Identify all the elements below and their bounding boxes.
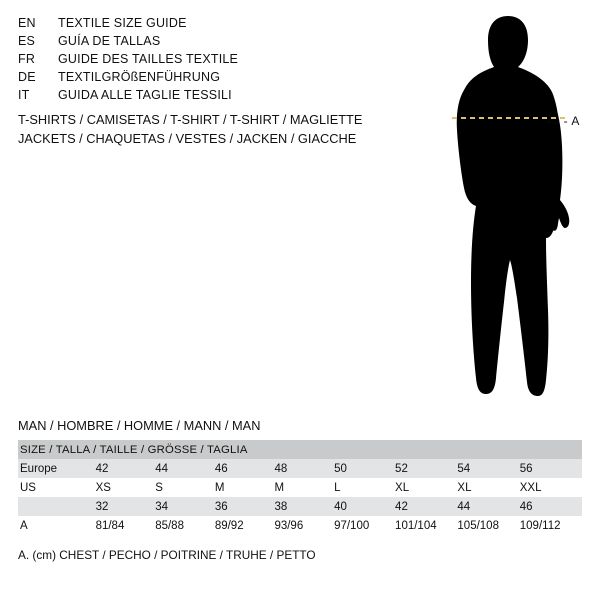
table-row <box>18 478 582 497</box>
category-list <box>18 110 418 148</box>
cell-usnum-2: 34 <box>155 497 215 516</box>
cell-usnum-5: 40 <box>334 497 395 516</box>
cell-a-6: 101/104 <box>395 516 457 535</box>
language-text-it: GUIDA ALLE TAGLIE TESSILI <box>58 88 232 102</box>
language-text-es: GUÍA DE TALLAS <box>58 34 161 48</box>
language-list <box>18 16 398 106</box>
cell-a-2: 85/88 <box>155 516 215 535</box>
language-code-es: ES <box>18 34 36 48</box>
table-row <box>18 497 582 516</box>
cell-europe-1: 42 <box>96 459 156 478</box>
language-row-it <box>18 88 398 106</box>
language-row-fr <box>18 52 398 70</box>
language-text-de: TEXTILGRÖßENFÜHRUNG <box>58 70 221 84</box>
section-title-man: MAN / HOMBRE / HOMME / MANN / MAN <box>18 418 261 433</box>
language-code-it: IT <box>18 88 30 102</box>
language-code-de: DE <box>18 70 36 84</box>
measure-letter: A <box>571 114 580 128</box>
male-torso-silhouette-icon <box>400 10 600 410</box>
cell-europe-8: 56 <box>520 459 582 478</box>
cell-us-4: M <box>274 478 334 497</box>
cell-europe-6: 52 <box>395 459 457 478</box>
language-row-en <box>18 16 398 34</box>
measure-dashes: - - - <box>547 114 569 128</box>
cell-us-6: XL <box>395 478 457 497</box>
cell-europe-3: 46 <box>215 459 275 478</box>
language-row-es <box>18 34 398 52</box>
category-jackets: JACKETS / CHAQUETAS / VESTES / JACKEN / GIACCHE <box>18 131 357 146</box>
language-code-fr: FR <box>18 52 36 66</box>
cell-europe-2: 44 <box>155 459 215 478</box>
table-header-label: SIZE / TALLA / TAILLE / GRÖSSE / TAGLIA <box>18 440 582 459</box>
cell-a-7: 105/108 <box>457 516 519 535</box>
language-text-en: TEXTILE SIZE GUIDE <box>58 16 187 30</box>
measure-label-a <box>547 114 580 128</box>
cell-us-3: M <box>215 478 275 497</box>
cell-europe-4: 48 <box>274 459 334 478</box>
cell-europe-7: 54 <box>457 459 519 478</box>
row-label-us-numeric <box>18 497 96 516</box>
row-label-us: US <box>18 478 96 497</box>
cell-a-8: 109/112 <box>520 516 582 535</box>
cell-us-7: XL <box>457 478 519 497</box>
row-label-europe: Europe <box>18 459 96 478</box>
cell-usnum-6: 42 <box>395 497 457 516</box>
cell-europe-5: 50 <box>334 459 395 478</box>
footnote-chest-measure: A. (cm) CHEST / PECHO / POITRINE / TRUHE / PETTO <box>18 548 316 562</box>
table-row <box>18 516 582 535</box>
language-text-fr: GUIDE DES TAILLES TEXTILE <box>58 52 239 66</box>
cell-us-8: XXL <box>520 478 582 497</box>
figure-panel <box>400 10 600 410</box>
cell-a-3: 89/92 <box>215 516 275 535</box>
cell-us-5: L <box>334 478 395 497</box>
cell-us-2: S <box>155 478 215 497</box>
language-code-en: EN <box>18 16 36 30</box>
cell-a-4: 93/96 <box>274 516 334 535</box>
cell-a-5: 97/100 <box>334 516 395 535</box>
category-tshirts: T-SHIRTS / CAMISETAS / T-SHIRT / T-SHIRT / MAGLIETTE <box>18 112 363 127</box>
language-row-de <box>18 70 398 88</box>
cell-usnum-3: 36 <box>215 497 275 516</box>
cell-a-1: 81/84 <box>96 516 156 535</box>
cell-usnum-8: 46 <box>520 497 582 516</box>
cell-us-1: XS <box>96 478 156 497</box>
cell-usnum-1: 32 <box>96 497 156 516</box>
row-label-a: A <box>18 516 96 535</box>
cell-usnum-4: 38 <box>274 497 334 516</box>
table-header-row <box>18 440 582 459</box>
table-row <box>18 459 582 478</box>
size-table <box>18 440 582 535</box>
cell-usnum-7: 44 <box>457 497 519 516</box>
